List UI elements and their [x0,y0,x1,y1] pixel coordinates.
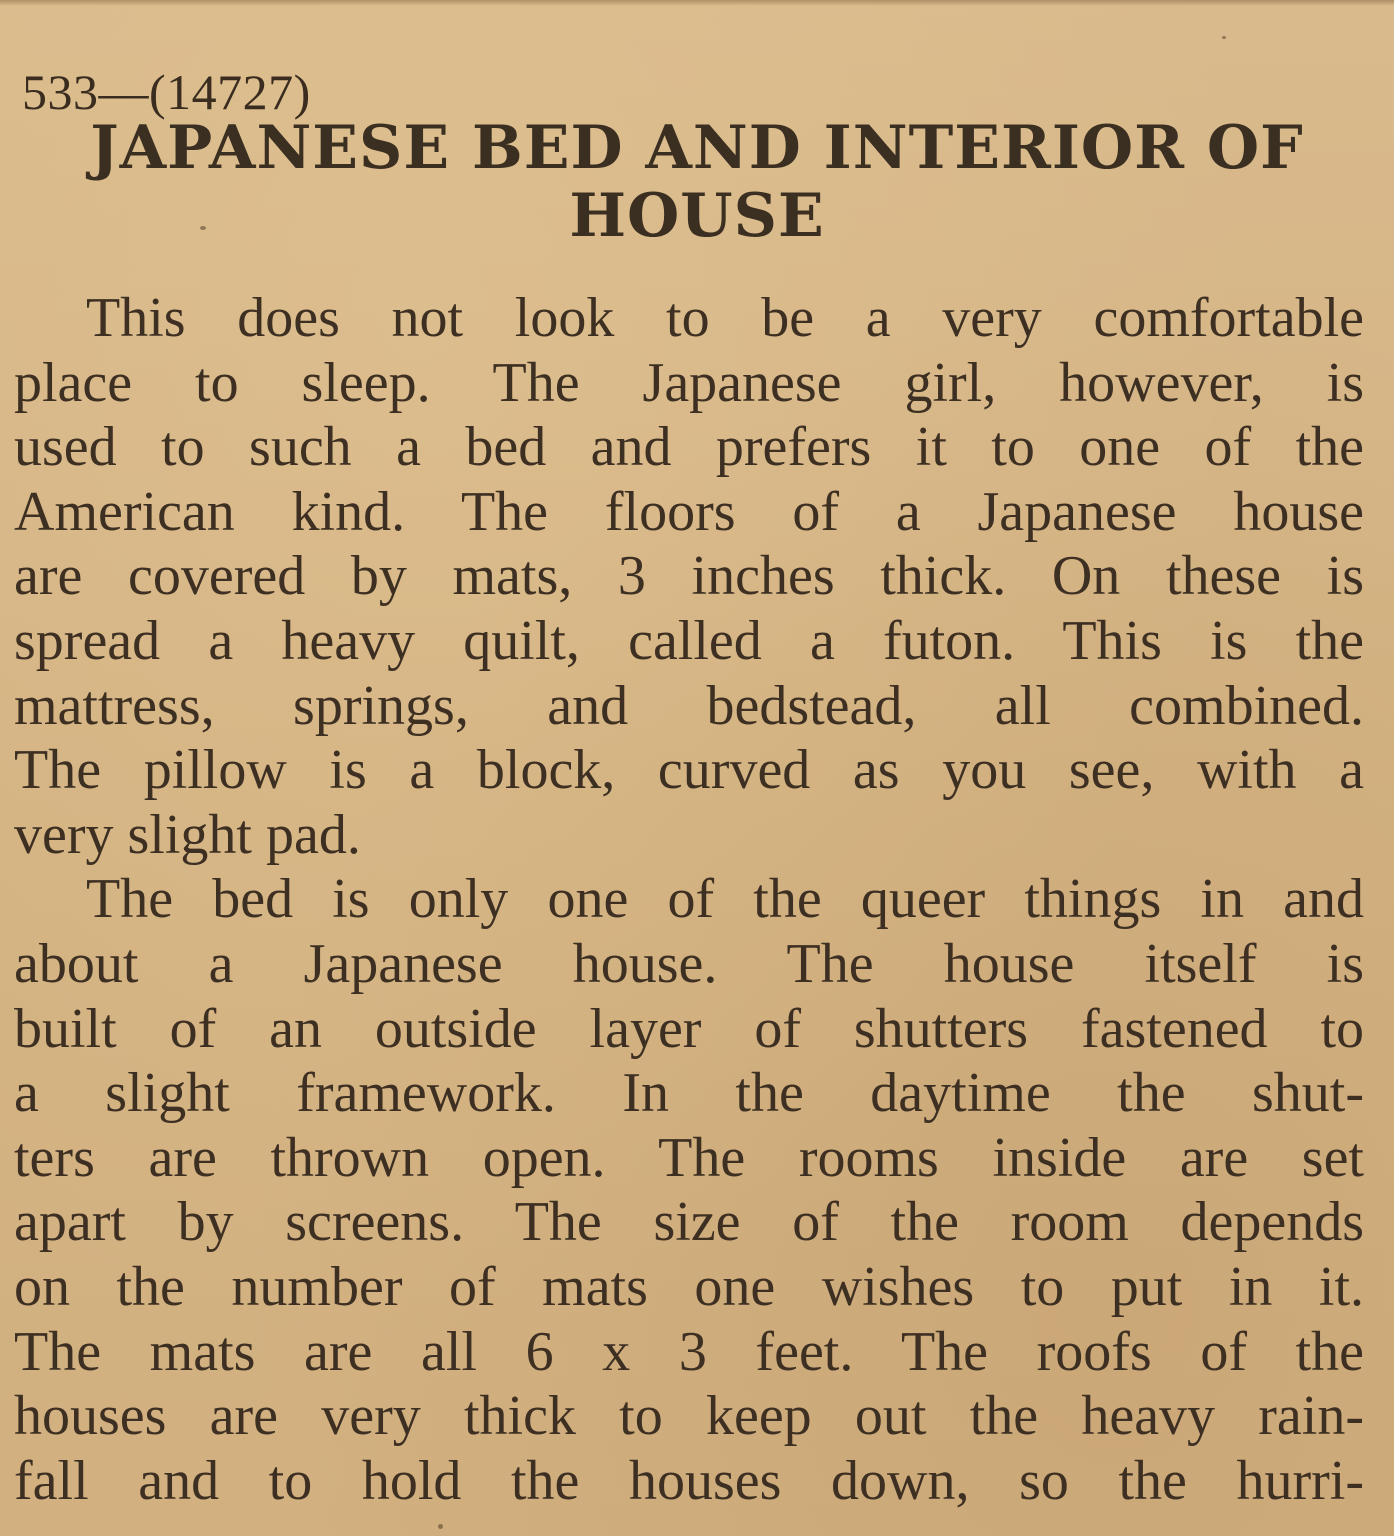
text-line: built of an outside layer of shutters fastened to [14,997,1364,1060]
catalog-number: 533—(14727) [22,64,311,120]
paper-speck [1222,36,1226,39]
text-line: mattress, springs, and bedstead, all combined. [14,674,1364,737]
text-line: American kind. The floors of a Japanese house [14,480,1364,543]
text-line: place to sleep. The Japanese girl, however, is [14,351,1364,414]
text-line: This does not look to be a very comfortable [86,287,1364,349]
card-top-edge [0,0,1394,6]
title-line-1: JAPANESE BED AND INTERIOR OF [90,113,1304,183]
description-text [14,286,1364,1513]
text-line: very slight pad. [14,803,361,866]
text-line: The mats are all 6 x 3 feet. The roofs of the [14,1320,1364,1383]
card-title [40,114,1354,250]
text-line: a slight framework. In the daytime the shut- [14,1062,1364,1125]
text-line: The bed is only one of the queer things in and [86,868,1364,931]
text-line: used to such a bed and prefers it to one of the [14,416,1364,479]
text-line: ters are thrown open. The rooms inside are set [14,1126,1364,1189]
text-line: are covered by mats, 3 inches thick. On these is [14,545,1364,608]
text-line: houses are very thick to keep out the heavy rain- [14,1385,1364,1448]
text-line: The pillow is a block, curved as you see, with a [14,739,1364,802]
text-line: apart by screens. The size of the room depends [14,1191,1364,1254]
text-line: on the number of mats one wishes to put in it. [14,1255,1364,1318]
text-line: about a Japanese house. The house itself is [14,932,1364,995]
text-line: spread a heavy quilt, called a futon. This is the [14,609,1364,672]
title-line-2: HOUSE [569,181,825,251]
paper-speck [200,226,206,230]
paper-speck [438,1524,443,1529]
text-line: fall and to hold the houses down, so the hurri- [14,1449,1364,1512]
